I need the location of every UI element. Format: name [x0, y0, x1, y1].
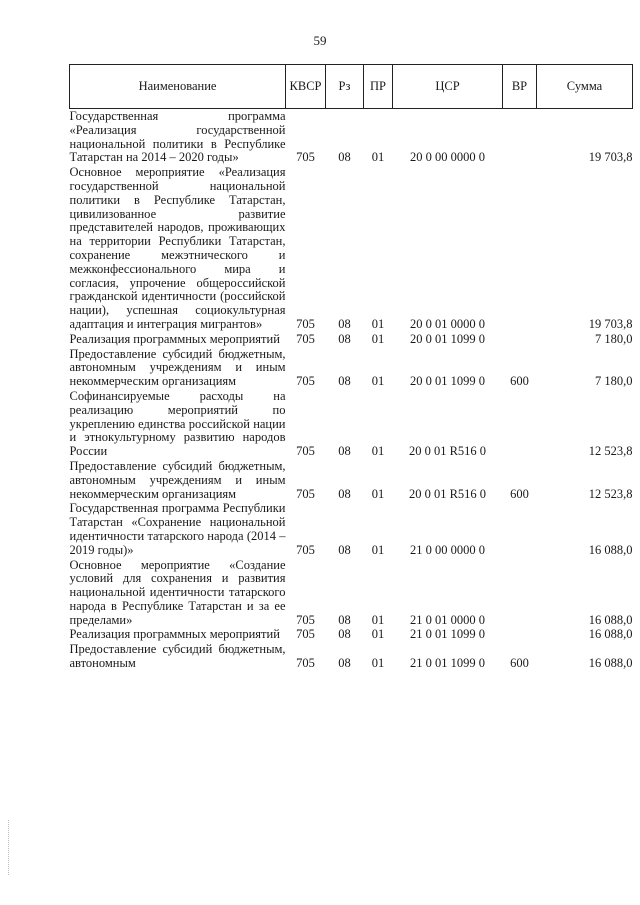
row-kvsr: 705 [296, 542, 315, 557]
row-sum: 16 088,0 [588, 627, 633, 642]
row-sum: 19 703,8 [588, 316, 633, 331]
budget-table [69, 64, 633, 671]
row-name: Предоставление субсидий бюджетным, автономным учреждениям и иным некоммерческим организациям [69, 458, 286, 501]
row-name: Софинансируемые расходы на реализацию мероприятий по укреплению единства российской нации и этнокультурному развитию народов России [69, 388, 286, 459]
row-rz: 08 [338, 542, 351, 557]
page-number: 59 [313, 33, 327, 48]
row-name: Основное мероприятие «Создание условий для сохранения и развития национальной идентичности татарского народа в Республике Татарстан и за ее пределами» [69, 557, 286, 627]
row-rz: 08 [338, 627, 351, 642]
header-csr: ЦСР [393, 65, 503, 109]
header-rz: Рз [326, 65, 364, 109]
row-kvsr: 705 [296, 316, 315, 331]
row-sum: 7 180,0 [595, 374, 633, 389]
row-pr: 01 [371, 486, 385, 501]
row-name: Предоставление субсидий бюджетным, автономным [69, 642, 286, 671]
row-vr [503, 332, 537, 347]
row-pr: 01 [371, 150, 385, 165]
table-row [70, 332, 633, 347]
row-kvsr: 705 [296, 150, 315, 165]
row-vr [503, 558, 537, 628]
row-csr: 21 0 01 0000 0 [410, 612, 485, 627]
header-sum: Сумма [537, 65, 633, 109]
row-csr: 20 0 00 0000 0 [410, 150, 485, 165]
row-csr: 20 0 01 R516 0 [408, 486, 487, 501]
row-vr [503, 501, 537, 557]
row-sum: 16 088,0 [588, 612, 633, 627]
table-row [70, 501, 633, 557]
row-pr: 01 [371, 444, 385, 459]
row-name: Реализация программных мероприятий [69, 627, 280, 642]
row-pr: 01 [371, 627, 385, 642]
row-csr: 21 0 01 1099 0 [410, 627, 485, 642]
row-rz: 08 [338, 656, 351, 671]
row-csr: 20 0 01 0000 0 [410, 316, 485, 331]
row-pr: 01 [371, 316, 385, 331]
header-kvsr: КВСР [286, 65, 326, 109]
row-vr [503, 165, 537, 332]
row-sum: 12 523,8 [588, 444, 633, 459]
row-name: Основное мероприятие «Реализация государственной национальной политики в Республике Татарстан, цивилизованное развитие представителей народов, проживающих на территории Республики Татарстан, сохранение межэтнического и межконфессионального мира и согласия, упрочение общероссийской гражданской идентичности (российской нации), успешная социокультурная адаптация и интеграция мигрантов» [69, 165, 286, 331]
row-sum: 12 523,8 [588, 486, 633, 501]
row-rz: 08 [338, 444, 351, 459]
row-name: Государственная программа Республики Татарстан «Сохранение национальной идентичности татарского народа (2014 – 2019 годы)» [69, 501, 286, 557]
row-name: Предоставление субсидий бюджетным, автономным учреждениям и иным некоммерческим организациям [69, 346, 286, 389]
row-pr: 01 [371, 656, 385, 671]
row-vr [503, 627, 537, 642]
row-rz: 08 [338, 316, 351, 331]
row-pr: 01 [371, 542, 385, 557]
row-rz: 08 [338, 374, 351, 389]
row-vr [503, 109, 537, 166]
header-name: Наименование [70, 65, 286, 109]
table-row [70, 165, 633, 332]
row-kvsr: 705 [296, 656, 315, 671]
row-sum: 19 703,8 [588, 150, 633, 165]
table-row [70, 627, 633, 642]
row-rz: 08 [338, 331, 351, 346]
table-row [70, 389, 633, 459]
row-csr: 20 0 01 R516 0 [408, 444, 487, 459]
row-csr: 20 0 01 1099 0 [410, 374, 485, 389]
header-pr: ПР [364, 65, 393, 109]
table-header-row [70, 65, 633, 109]
row-sum: 16 088,0 [588, 656, 633, 671]
row-name: Государственная программа «Реализация государственной национальной политики в Республике Татарстан на 2014 – 2020 годы» [69, 109, 286, 165]
row-kvsr: 705 [296, 486, 315, 501]
row-sum: 7 180,0 [595, 331, 633, 346]
row-kvsr: 705 [296, 331, 315, 346]
row-name: Реализация программных мероприятий [69, 331, 280, 346]
row-vr [503, 389, 537, 459]
row-vr: 600 [510, 486, 529, 501]
header-vr: ВР [503, 65, 537, 109]
table-row [70, 459, 633, 501]
row-kvsr: 705 [296, 444, 315, 459]
table-row [70, 558, 633, 628]
row-sum: 16 088,0 [588, 542, 633, 557]
row-csr: 20 0 01 1099 0 [410, 331, 485, 346]
row-vr: 600 [510, 374, 529, 389]
table-row [70, 109, 633, 166]
table-row [70, 347, 633, 389]
row-rz: 08 [338, 486, 351, 501]
row-kvsr: 705 [296, 612, 315, 627]
row-kvsr: 705 [296, 627, 315, 642]
row-csr: 21 0 01 1099 0 [410, 656, 485, 671]
row-pr: 01 [371, 612, 385, 627]
row-pr: 01 [371, 331, 385, 346]
table-row [70, 642, 633, 671]
row-csr: 21 0 00 0000 0 [410, 542, 485, 557]
row-vr: 600 [510, 656, 529, 671]
scan-margin-mark [8, 820, 10, 875]
row-kvsr: 705 [296, 374, 315, 389]
row-pr: 01 [371, 374, 385, 389]
row-rz: 08 [338, 612, 351, 627]
row-rz: 08 [338, 150, 351, 165]
